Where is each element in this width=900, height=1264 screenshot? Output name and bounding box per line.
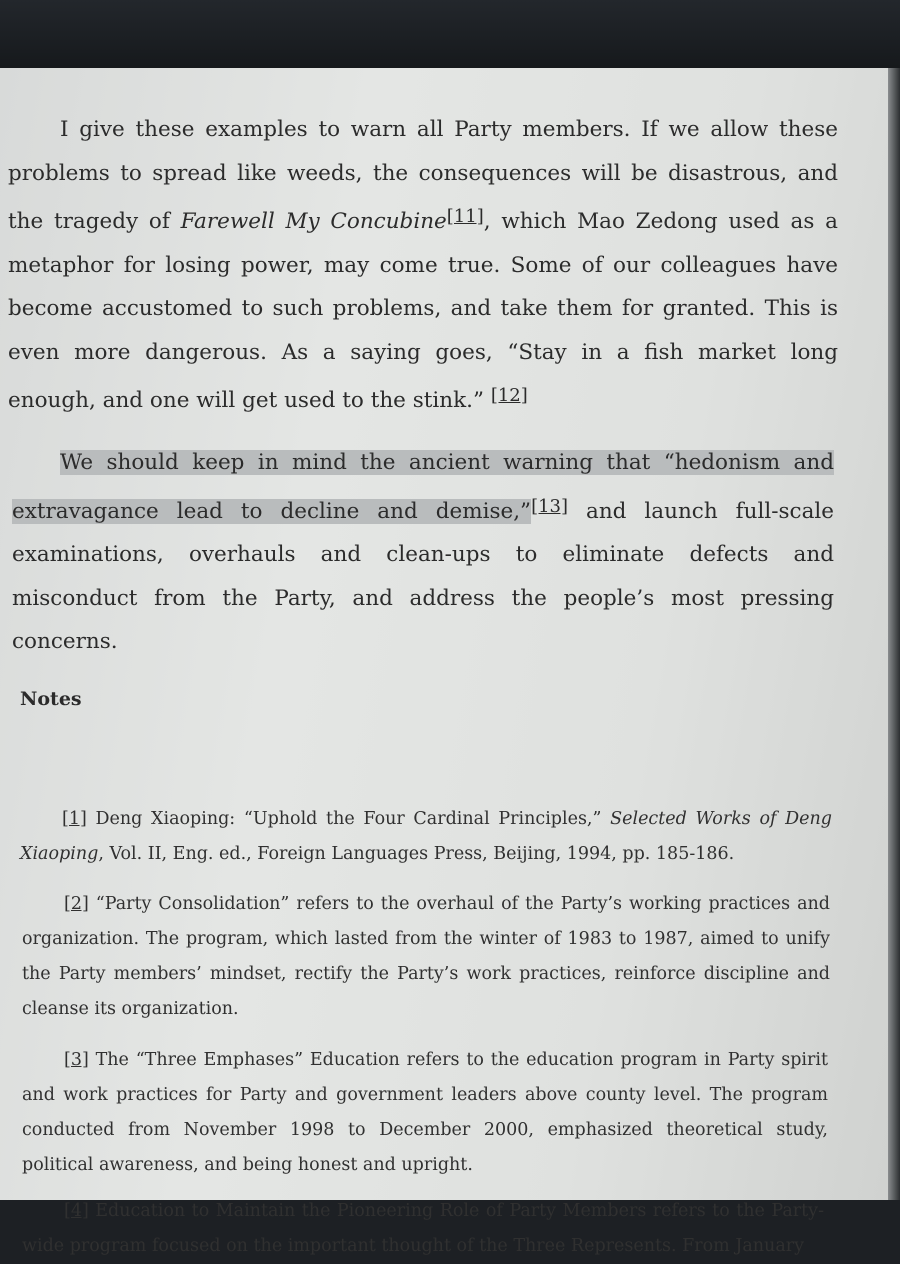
note-1 — [20, 802, 832, 872]
note-2 — [22, 887, 830, 1027]
note-ref-1[interactable]: [1] — [62, 809, 87, 829]
ereader-page — [0, 68, 888, 1256]
note-italic-title: Selected Works of Deng Xiaoping — [20, 809, 832, 864]
footnote-link-11[interactable]: [11] — [446, 206, 484, 227]
note-text: Deng Xiaoping: “Uphold the Four Cardinal Principles,” — [86, 809, 611, 829]
notes-heading: Notes — [20, 688, 82, 710]
note-ref-4[interactable]: [4] — [64, 1201, 89, 1221]
footnote-link-12[interactable]: [12] — [490, 385, 528, 406]
note-text: The “Three Emphases” Education refers to the education program in Party spirit and work practices for Party and government leaders above county level. The program conducted from November 1998 to December 2000, emphasized theoretical study, political awareness, and being honest and upright. — [22, 1050, 828, 1175]
note-ref-2[interactable]: [2] — [64, 894, 89, 914]
note-3 — [22, 1043, 828, 1183]
note-ref-3[interactable]: [3] — [64, 1050, 89, 1070]
note-4 — [22, 1194, 824, 1264]
body-paragraph-2 — [12, 441, 834, 664]
note-text: , Vol. II, Eng. ed., Foreign Languages Press, Beijing, 1994, pp. 185-186. — [98, 844, 735, 864]
footnote-link-13[interactable]: [13] — [531, 495, 569, 517]
paragraph-text: and launch full-scale examinations, overhauls and clean-ups to eliminate defects and misconduct from the Party, and address the people’s most pressing concerns. — [12, 498, 834, 654]
paragraph-text: I give these examples to warn all Party members. If we allow these problems to spread like weeds, the consequences will be disastrous, and the tragedy of — [8, 117, 838, 234]
device-bezel — [0, 0, 900, 72]
body-paragraph-1 — [8, 108, 838, 423]
highlighted-text[interactable]: We should keep in mind the ancient warning that “hedonism and extravagance lead to decline and demise,” — [12, 450, 834, 524]
paragraph-text: , which Mao Zedong used as a metaphor for losing power, may come true. Some of our colleagues have become accustomed to such problems, and take them for granted. This is even more dangerous. As a saying goes, “Stay in a fish market long enough, and one will get used to the stink.” — [8, 209, 838, 413]
note-text: “Party Consolidation” refers to the overhaul of the Party’s working practices and organization. The program, which lasted from the winter of 1983 to 1987, aimed to unify the Party members’ mindset, rectify the Party’s work practices, reinforce discipline and cleanse its organization. — [22, 894, 830, 1019]
book-title-italic: Farewell My Concubine — [180, 209, 447, 234]
note-text: Education to Maintain the Pioneering Role of Party Members refers to the Party-wide program focused on the important thought of the Three Represents. From January — [22, 1201, 824, 1256]
device-frame-edge — [888, 68, 900, 1200]
